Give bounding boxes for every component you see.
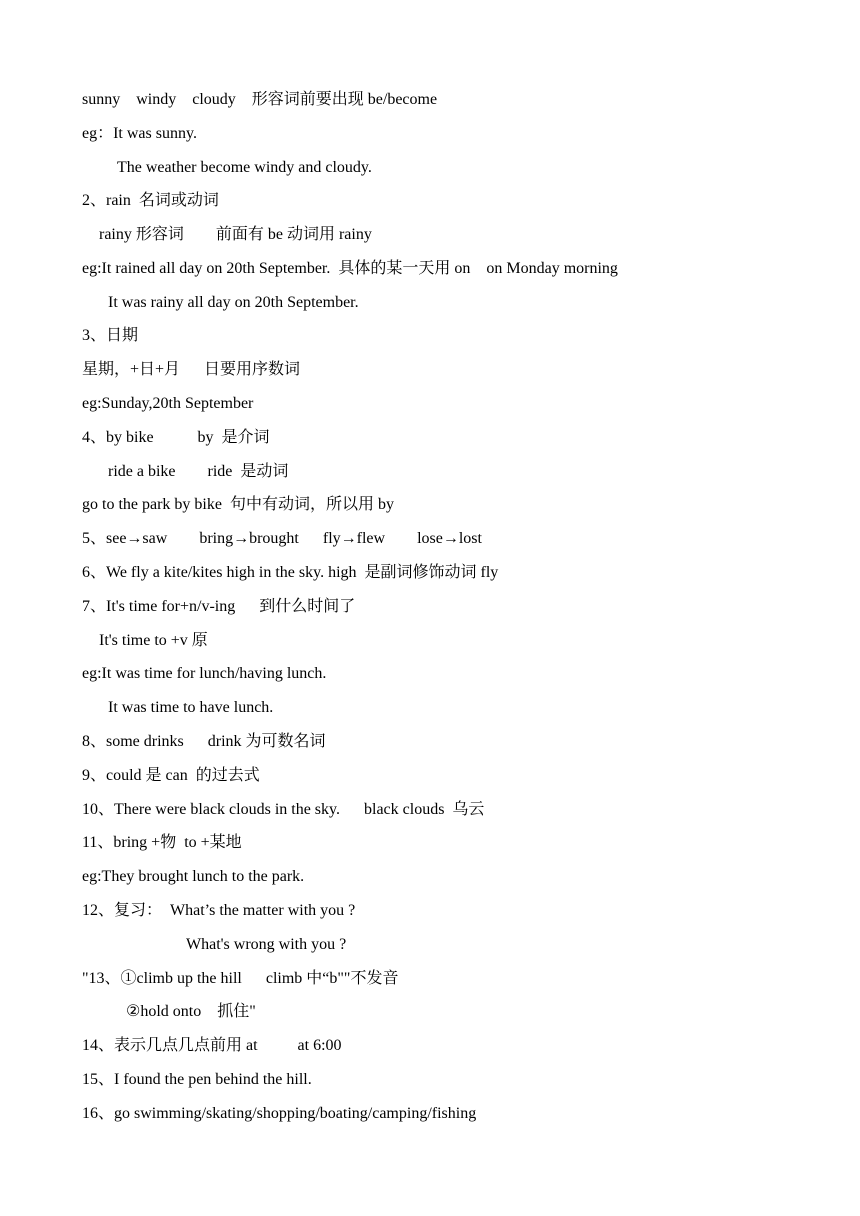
text-line: 9、could 是 can 的过去式 [82, 767, 260, 784]
text-line: 6、We fly a kite/kites high in the sky. high 是副词修饰动词 fly [82, 564, 499, 581]
text-line: 11、bring +物 to +某地 [82, 834, 242, 851]
text-line: 15、I found the pen behind the hill. [82, 1071, 312, 1088]
text-line: The weather become windy and cloudy. [117, 159, 372, 176]
text-line: 14、表示几点几点前用 at at 6:00 [82, 1037, 342, 1054]
text-line: 10、There were black clouds in the sky. black clouds 乌云 [82, 801, 485, 818]
text-line: ride a bike ride 是动词 [108, 463, 289, 480]
text-line: 3、日期 [82, 327, 139, 344]
text-line: 2、rain 名词或动词 [82, 192, 219, 209]
text-line: 4、by bike by 是介词 [82, 429, 270, 446]
text-line: It was time to have lunch. [108, 699, 274, 716]
text-line: 8、some drinks drink 为可数名词 [82, 733, 326, 750]
text-line: eg:It rained all day on 20th September. 具体的某一天用 on on Monday morning [82, 260, 618, 277]
text-line: 7、It's time for+n/v-ing 到什么时间了 [82, 598, 356, 615]
text-line: 星期，+日+月 日要用序数词 [82, 361, 301, 378]
text-line: 12、复习： What’s the matter with you ? [82, 902, 356, 919]
text-line: ②hold onto 抓住" [126, 1003, 256, 1020]
text-line: 5、see→saw bring→brought fly→flew lose→lost [82, 530, 482, 547]
text-line: sunny windy cloudy 形容词前要出现 be/become [82, 91, 438, 108]
text-line: eg:They brought lunch to the park. [82, 868, 305, 885]
text-line: eg:Sunday,20th September [82, 395, 254, 412]
text-line: It was rainy all day on 20th September. [108, 294, 359, 311]
text-line: 16、go swimming/skating/shopping/boating/camping/fishing [82, 1105, 477, 1122]
text-line: rainy 形容词 前面有 be 动词用 rainy [99, 226, 372, 243]
text-line: It's time to +v 原 [99, 632, 208, 649]
text-line: eg：It was sunny. [82, 125, 197, 142]
text-line: What's wrong with you ? [186, 936, 347, 953]
text-line: "13、①climb up the hill climb 中“b""不发音 [82, 970, 399, 987]
text-line: go to the park by bike 句中有动词，所以用 by [82, 496, 394, 513]
text-line: eg:It was time for lunch/having lunch. [82, 665, 327, 682]
